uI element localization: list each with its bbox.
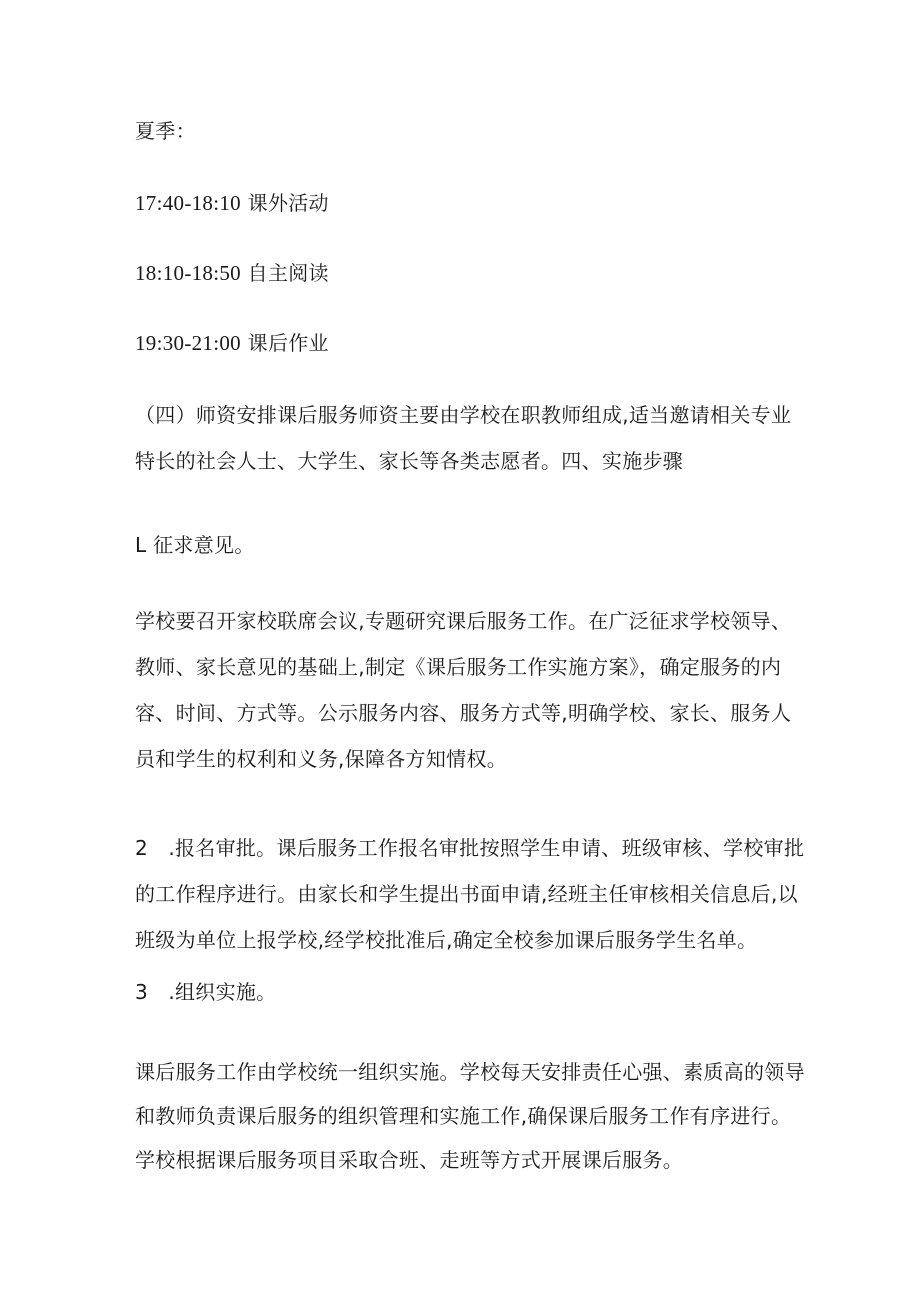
schedule-row [135, 257, 795, 291]
step3-paragraph: 课后服务工作由学校统一组织实施。学校每天安排责任心强、素质高的领导 和教师负责课后服务的组织管理和实施工作,确保课后服务工作有序进行。 学校根据课后服务项目采取合班、走班等方式开展课后服务。 [135, 1060, 805, 1172]
step1-paragraph: 学校要召开家校联席会议,专题研究课后服务工作。在广泛征求学校领导、 教师、家长意见的基础上,制定《课后服务工作实施方案》，确定服务的内 容、时间、方式等。公示服务内容、服务方式等,明确学校、家长、服务人 员和学生的权利和义务,保障各方知情权。 [135, 609, 792, 771]
schedule-row [135, 327, 795, 361]
step1-title: L 征求意见。 [135, 533, 255, 557]
season-heading: 夏季： [135, 119, 196, 143]
schedule-row [135, 187, 795, 221]
step2-paragraph: 2 .报名审批。课后服务工作报名审批按照学生申请、班级审核、学校审批 的工作程序进行。由家长和学生提出书面申请,经班主任审核相关信息后,以 班级为单位上报学校,经学校批准后,确定全校参加课后服务学生名单。 [135, 836, 805, 952]
schedule-time: 17:40-18:10 [135, 191, 241, 215]
section4-paragraph: （四）师资安排课后服务师资主要由学校在职教师组成,适当邀请相关专业 特长的社会人士、大学生、家长等各类志愿者。四、实施步骤 [135, 403, 792, 473]
step3-title: 3 .组织实施。 [135, 980, 277, 1004]
schedule-activity: 课后作业 [247, 331, 329, 355]
schedule-activity: 课外活动 [247, 191, 329, 215]
schedule-activity: 自主阅读 [247, 261, 329, 285]
schedule-time: 18:10-18:50 [135, 261, 241, 285]
schedule-time: 19:30-21:00 [135, 331, 241, 355]
